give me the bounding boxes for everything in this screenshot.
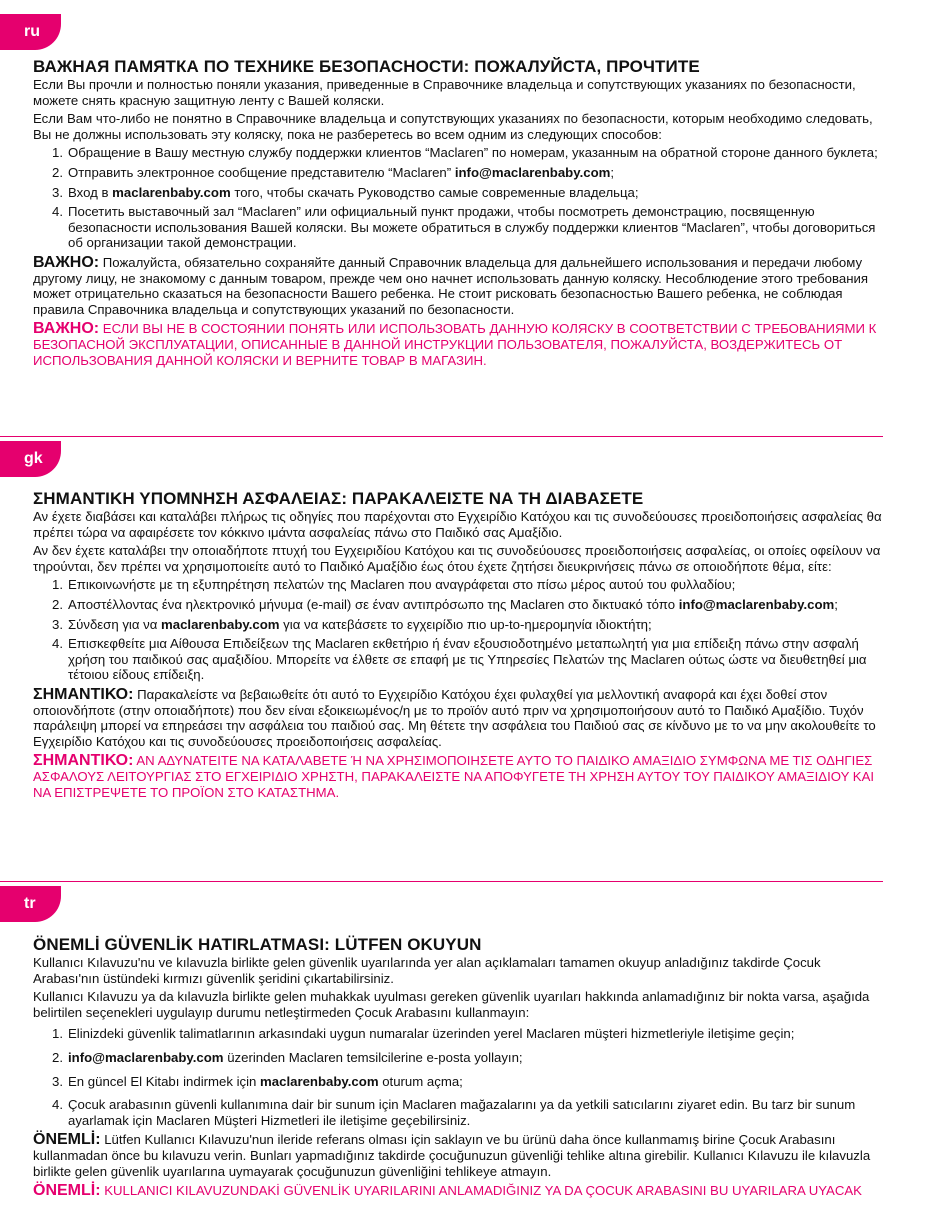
list-item: 3. Вход в maclarenbaby.com того, чтобы скачать Руководство самые современные владельца; [52, 184, 639, 200]
options-list [33, 577, 883, 683]
important-label: ВАЖНО: [33, 253, 100, 271]
language-tab-tr: tr [0, 886, 61, 922]
section-divider [0, 881, 883, 882]
website-address: maclarenbaby.com [260, 1073, 379, 1089]
list-item: 1. Elinizdeki güvenlik talimatlarının arkasındaki uygun numaralar üzerinden yerel Maclaren müşteri hizmetleriyle iletişime geçin; [52, 1026, 795, 1042]
options-list [33, 145, 883, 251]
language-tab-ru: ru [0, 14, 61, 50]
email-address: info@maclarenbaby.com [678, 596, 835, 612]
section-divider [0, 436, 883, 437]
list-item: 4. Επισκεφθείτε μια Αίθουσα Επιδείξεων της Maclaren εκθετήριο ή έναν εξουσιοδοτημένο μεταπωλητή για μια επίδειξη πάνω στην ασφαλή χρήση του παιδικού σας αμαξιδίου. Μπορείτε να έλθετε σε επαφή με τις Υπηρεσίες Πελατών της Maclaren ούτως ώστε να διευθετηθεί μια τέτοιου είδους επίδειξη. [52, 636, 867, 683]
warning-label: ÖNEMLİ: [33, 1182, 101, 1200]
warning-label: ΣΗΜΑΝΤΙΚΟ: [33, 752, 134, 770]
list-item: 2. Αποστέλλοντας ένα ηλεκτρονικό μήνυμα (e-mail) σε έναν αντιπρόσωπο της Maclaren στο δικτυακό τόπο info@maclarenbaby.com; [52, 596, 838, 612]
list-item: 1. Обращение в Вашу местную службу поддержки клиентов “Maclaren” по номерам, указанным на обратной стороне данного буклета; [52, 145, 878, 161]
section-heading: ВАЖНАЯ ПАМЯТКА ПО ТЕХНИКЕ БЕЗОПАСНОСТИ: ПОЖАЛУЙСТА, ПРОЧТИТЕ [33, 57, 700, 76]
warning-notice: ΣΗΜΑΝΤΙΚΟ: ΑΝ ΑΔΥΝΑΤΕΙΤΕ ΝΑ ΚΑΤΑΛΑΒΕΤΕ Ή ΝΑ ΧΡΗΣΙΜΟΠΟΙΗΣΕΤΕ ΑΥΤΟ ΤΟ ΠΑΙΔΙΚΟ ΑΜΑΞΙΔΙΟ ΣΥΜΦΩΝΑ ΜΕ ΤΙΣ ΟΔΗΓΙΕΣ ΑΣΦΑΛΟΥΣ ΛΕΙΤΟΥΡΓΙΑΣ ΣΤΟ ΕΓΧΕΙΡΙΔΙΟ ΧΡΗΣΤΗ, ΠΑΡΑΚΑΛΕΙΣΤΕ ΝΑ ΑΠΟΦΥΓΕΤΕ ΤΗ ΧΡΗΣΗ ΑΥΤΟΥ ΤΟΥ ΠΑΙΔΙΚΟΥ ΑΜΑΞΙΔΙΟΥ ΚΑΙ ΝΑ ΕΠΙΣΤΡΕΨΕΤΕ ΤΟ ΠΡΟΪΟΝ ΣΤΟ ΚΑΤΑΣΤΗΜΑ. [33, 752, 875, 800]
list-item: 4. Посетить выставочный зал “Maclaren” или официальный пункт продажи, чтобы посмотреть демонстрацию, посвященную безопасности использования Вашей коляски. Вы можете обратиться в службу поддержки клиентов “Maclaren”, чтобы договориться об организации такой демонстрации. [52, 204, 876, 251]
list-item: 3. En güncel El Kitabı indirmek için maclarenbaby.com oturum açma; [52, 1073, 463, 1089]
section-heading: ÖNEMLİ GÜVENLİK HATIRLATMASI: LÜTFEN OKUYUN [33, 935, 482, 954]
important-notice: ÖNEMLİ: Lütfen Kullanıcı Kılavuzu'nun ileride referans olması için saklayın ve bu ürünü daha önce kullanmamış birine Çocuk Arabasını kullanmadan önce bu kılavuzu verin. Bunları yapmadığınız takdirde çocuğunuzun güvenliği tehlike altına girebilir. Kullanıcı Kılavuzu ile kılavuzla birlikte gelen güvenlik uyarılarına uymayarak çocuğunuzun güvenliğini tehlikeye atmayın. [33, 1131, 871, 1179]
website-address: maclarenbaby.com [161, 616, 280, 632]
instructions-paragraph: Kullanıcı Kılavuzu ya da kılavuzla birlikte gelen muhakkak uyulması gereken güvenlik uyarıları hakkında anlamadığınız bir nokta varsa, aşağıda belirtilen seçenekleri uygulayıp durumu netleştirmeden Çocuk Arabasını kullanmayın: [33, 989, 870, 1020]
important-label: ÖNEMLİ: [33, 1131, 101, 1149]
section-heading: ΣΗΜΑΝΤΙΚΗ ΥΠΟΜΝΗΣΗ ΑΣΦΑΛΕΙΑΣ: ΠΑΡΑΚΑΛΕΙΣΤΕ ΝΑ ΤΗ ΔΙΑΒΑΣΕΤΕ [33, 489, 644, 508]
email-address: info@maclarenbaby.com [454, 164, 611, 180]
list-item: 4. Çocuk arabasının güvenli kullanımına dair bir sunum için Maclaren mağazalarını ya da yetkili satıcılarını ziyaret edin. Bu tarz bir sunum ayarlamak için Maclaren Müşteri Hizmetleri ile iletişime geçebilirsiniz. [52, 1097, 856, 1128]
list-item: 2. Отправить электронное сообщение представителю “Maclaren” info@maclarenbaby.com; [52, 164, 615, 180]
safety-section-ru [33, 57, 883, 368]
intro-paragraph: Αν έχετε διαβάσει και καταλάβει πλήρως τις οδηγίες που παρέχονται στο Εγχειρίδιο Κατόχου και τις συνοδεύουσες προειδοποιήσεις ασφαλείας θα πρέπει τώρα να αφαιρέσετε τον κόκκινο ιμάντα ασφαλείας πάνω στο Παιδικό σας Αμαξίδιο. [33, 509, 882, 540]
warning-label: ВАЖНО: [33, 320, 100, 338]
warning-notice: ВАЖНО: ЕСЛИ ВЫ НЕ В СОСТОЯНИИ ПОНЯТЬ ИЛИ ИСПОЛЬЗОВАТЬ ДАННУЮ КОЛЯСКУ В СООТВЕТСТВИИ С ТРЕБОВАНИЯМИ К БЕЗОПАСНОЙ ЭКСПЛУАТАЦИИ, ОПИСАННЫЕ В ДАННОЙ ИНСТРУКЦИИ ПОЛЬЗОВАТЕЛЯ, ПОЖАЛУЙСТА, ВОЗДЕРЖИТЕСЬ ОТ ИСПОЛЬЗОВАНИЯ ДАННОЙ КОЛЯСКИ И ВЕРНИТЕ ТОВАР В МАГАЗИН. [33, 320, 877, 368]
important-notice: ΣΗΜΑΝΤΙΚΟ: Παρακαλείστε να βεβαιωθείτε ότι αυτό το Εγχειρίδιο Κατόχου έχει φυλαχθεί για μελλοντική αναφορά και έχει δοθεί στον οποιονδήποτε (στην οποιαδήποτε) που δεν είναι εξοικειωμένος/η με το προϊόν αυτό πριν να χρησιμοποιήσουν αυτό το Παιδικό Αμαξίδιο. Τυχόν παράλειψη μπορεί να επηρεάσει την ασφάλεια του παιδιού σας. Μη θέτετε την ασφάλεια του Παιδιού σας σε κίνδυνο με το να μην ακολουθείτε το Εγχειρίδιο Κατόχου και τις συνοδεύουσες προειδοποιήσεις ασφαλείας. [33, 685, 876, 749]
website-address: maclarenbaby.com [112, 184, 231, 200]
safety-section-gk [33, 489, 883, 800]
important-label: ΣΗΜΑΝΤΙΚΟ: [33, 685, 134, 703]
list-item: 3. Σύνδεση για να maclarenbaby.com για να κατεβάσετε το εγχειρίδιο πιο up-to-ημερομηνία ιδιοκτήτη; [52, 616, 652, 632]
list-item: 1. Επικοινωνήστε με τη εξυπηρέτηση πελατών της Maclaren που αναγράφεται στο πίσω μέρος αυτού του φυλλαδίου; [52, 577, 736, 593]
list-item: 2. info@maclarenbaby.com üzerinden Maclaren temsilcilerine e-posta yollayın; [52, 1049, 523, 1065]
intro-paragraph: Если Вы прочли и полностью поняли указания, приведенные в Справочнике владельца и сопутствующих указаниях по безопасности, можете снять красную защитную ленту с Вашей коляски. [33, 77, 856, 108]
options-list [33, 1026, 883, 1128]
warning-notice: ÖNEMLİ: KULLANICI KILAVUZUNDAKİ GÜVENLİK UYARILARINI ANLAMADIĞINIZ YA DA ÇOCUK ARABASINI BU UYARILARA UYACAK [33, 1182, 862, 1200]
language-tab-gk: gk [0, 441, 61, 477]
important-notice: ВАЖНО: Пожалуйста, обязательно сохраняйте данный Справочник владельца для дальнейшего использования и передачи любому другому лицу, не знакомому с данным товаром, прежде чем оно начнет использовать данную коляску. Несоблюдение этого требования может отрицательно сказаться на безопасности Вашего ребенка. Не стоит рисковать безопасностью Вашего ребенка, не соблюдая правила Справочника владельца и сопутствующих указаний по безопасности. [33, 253, 868, 317]
safety-section-tr [33, 935, 883, 1199]
intro-paragraph: Kullanıcı Kılavuzu'nu ve kılavuzla birlikte gelen güvenlik uyarılarında yer alan açıklamaları tamamen okuyup anladığınız takdirde Çocuk Arabası'nın üstündeki kırmızı güvenlik şeridini çıkartabilirsiniz. [33, 955, 821, 986]
instructions-paragraph: Αν δεν έχετε καταλάβει την οποιαδήποτε πτυχή του Εγχειριδίου Κατόχου και τις συνοδεύουσες προειδοποιήσεις ασφαλείας, οι οποίες οφείλουν να τηρούνται, δεν πρέπει να χρησιμοποιείτε αυτό το Παιδικό Αμαξίδιο έως ότου έχετε ζητήσει διευκρινήσεις πάνω σε οποιοδήποτε θέμα, είτε: [33, 543, 881, 574]
email-address: info@maclarenbaby.com [68, 1049, 224, 1065]
instructions-paragraph: Если Вам что-либо не понятно в Справочнике владельца и сопутствующих указаниях по безопасности, которым необходимо следовать, Вы не должны использовать эту коляску, пока не разберетесь во всем одним из следующих способов: [33, 111, 873, 142]
